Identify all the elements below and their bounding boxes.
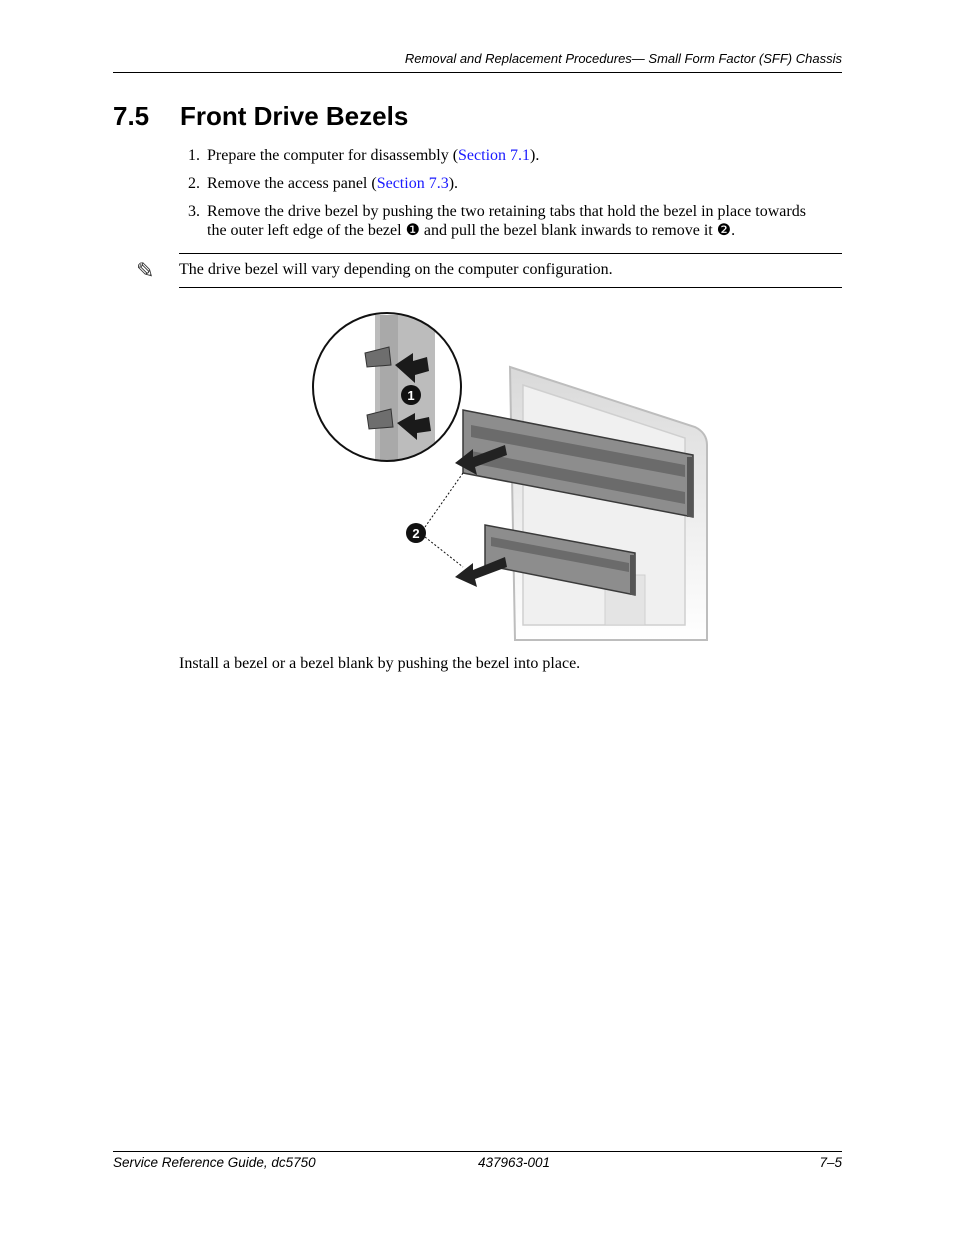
footer-part-number: 437963-001 xyxy=(478,1155,551,1170)
section-7-1-link[interactable]: Section 7.1 xyxy=(458,147,531,164)
magnified-detail xyxy=(313,313,461,465)
step-3 xyxy=(179,202,842,240)
step-1 xyxy=(179,146,842,165)
step-2 xyxy=(179,174,842,193)
callout-1-label: 1 xyxy=(407,388,415,403)
section-heading xyxy=(113,101,408,132)
callout-2-glyph: ❷ xyxy=(716,222,732,239)
section-7-3-link[interactable]: Section 7.3 xyxy=(376,175,449,192)
section-title: Front Drive Bezels xyxy=(180,101,409,131)
step-text-line1: Remove the drive bezel by pushing the two retaining tabs that hold the bezel in place towards xyxy=(207,203,806,220)
callout-2-label: 2 xyxy=(412,526,420,541)
note-box xyxy=(179,253,842,288)
step-number: 3. xyxy=(188,203,200,220)
procedure-steps xyxy=(179,146,842,249)
footer-guide-title: Service Reference Guide, dc5750 xyxy=(113,1155,316,1170)
step-text: Prepare the computer for disassembly ( xyxy=(207,147,459,164)
step-number: 2. xyxy=(188,175,200,192)
bezel-removal-figure xyxy=(305,305,725,645)
note-text: The drive bezel will vary depending on the computer configuration. xyxy=(179,261,613,278)
callout-1-glyph: ❶ xyxy=(405,222,420,239)
running-header: Removal and Replacement Procedures— Small Form Factor (SFF) Chassis xyxy=(404,51,842,66)
removal-arrow-lower xyxy=(455,557,507,587)
pencil-note-icon: ✎ xyxy=(136,258,155,283)
step-text-line2a: the outer left edge of the bezel xyxy=(207,222,406,239)
header-rule xyxy=(113,72,842,73)
step-text-line2b: and pull the bezel blank inwards to remove it xyxy=(419,222,717,239)
running-footer xyxy=(113,1155,842,1173)
step-text: Remove the access panel ( xyxy=(207,175,377,192)
install-instruction: Install a bezel or a bezel blank by pushing the bezel into place. xyxy=(179,655,581,672)
step-text-line2c: . xyxy=(731,222,736,239)
footer-page-number: 7–5 xyxy=(819,1155,842,1170)
section-number: 7.5 xyxy=(113,101,150,131)
step-number: 1. xyxy=(188,147,200,164)
footer-rule xyxy=(113,1151,842,1152)
step-text-end: ). xyxy=(530,147,540,164)
step-text-end: ). xyxy=(448,175,459,192)
